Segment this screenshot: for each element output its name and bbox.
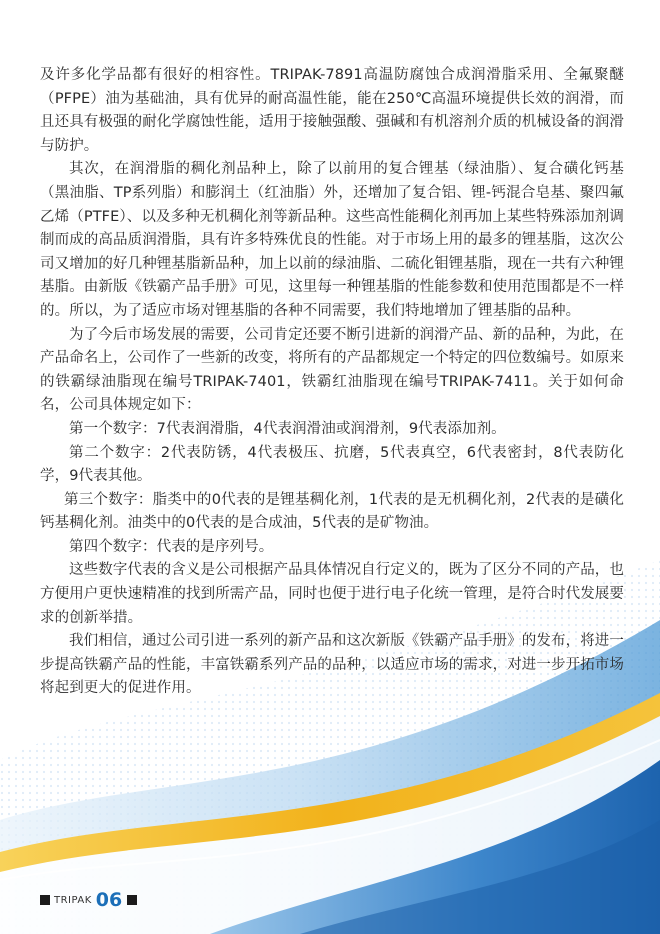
article-body: [40, 64, 624, 701]
footer-brand: TRIPAK: [54, 894, 92, 906]
numbering-rule-4: 第四个数字：代表的是序列号。: [69, 538, 274, 555]
page-footer: [40, 886, 137, 914]
numbering-rule-2: 第二个数字：2代表防锈，4代表极压、抗磨，5代表真空，6代表密封，8代表防化学，9代表其他。: [40, 444, 624, 485]
paragraph-3: 为了今后市场发展的需要，公司肯定还要不断引进新的润滑产品、新的品种，为此，在产品命名上，公司作了一些新的改变，将所有的产品都规定一个特定的四位数编号。如原来的铁霸绿油脂现在编号TRIPAK-7401，铁霸红油脂现在编号TRIPAK-7411。关于如何命名，公司具体规定如下：: [40, 326, 624, 414]
paragraph-explanation: 这些数字代表的含义是公司根据产品具体情况自行定义的，既为了区分不同的产品，也方便用户更快速精准的找到所需产品，同时也便于进行电子化统一管理，是符合时代发展要求的创新举措。: [40, 562, 624, 626]
square-marker-icon: [127, 895, 137, 905]
numbering-rule-1: 第一个数字：7代表润滑脂，4代表润滑油或润滑剂，9代表添加剂。: [69, 420, 506, 437]
page-number: 06: [95, 889, 123, 911]
numbering-rule-3: 第三个数字：脂类中的0代表的是锂基稠化剂，1代表的是无机稠化剂，2代表的是磺化钙基稠化剂。油类中的0代表的是合成油，5代表的是矿物油。: [40, 491, 624, 532]
paragraph-conclusion: 我们相信，通过公司引进一系列的新产品和这次新版《铁霸产品手册》的发布，将进一步提高铁霸产品的性能，丰富铁霸系列产品的品种，以适应市场的需求，对进一步开拓市场将起到更大的促进作用。: [40, 633, 624, 697]
paragraph-2: 其次，在润滑脂的稠化剂品种上，除了以前用的复合锂基（绿油脂）、复合磺化钙基（黑油脂、TP系列脂）和膨润土（红油脂）外，还增加了复合铝、锂-钙混合皂基、聚四氟乙烯（PTFE）、以及多种无机稠化剂等新品种。这些高性能稠化剂再加上某些特殊添加剂调制而成的高品质润滑脂，具有许多特殊优良的性能。对于市场上用的最多的锂基脂，这次公司又增加的好几种锂基脂新品种，加上以前的绿油脂、二硫化钼锂基脂，现在一共有六种锂基脂。由新版《铁霸产品手册》可见，这里每一种锂基脂的性能参数和使用范围都是不一样的。所以，为了适应市场对锂基脂的各种不同需要，我们特地增加了锂基脂的品种。: [40, 161, 624, 319]
paragraph-1: 及许多化学品都有很好的相容性。TRIPAK-7891高温防腐蚀合成润滑脂采用、全氟聚醚（PFPE）油为基础油，具有优异的耐高温性能，能在250℃高温环境提供长效的润滑，而且还具有极强的耐化学腐蚀性能，适用于接触强酸、强碱和有机溶剂介质的机械设备的润滑与防护。: [40, 67, 624, 154]
square-marker-icon: [40, 895, 50, 905]
